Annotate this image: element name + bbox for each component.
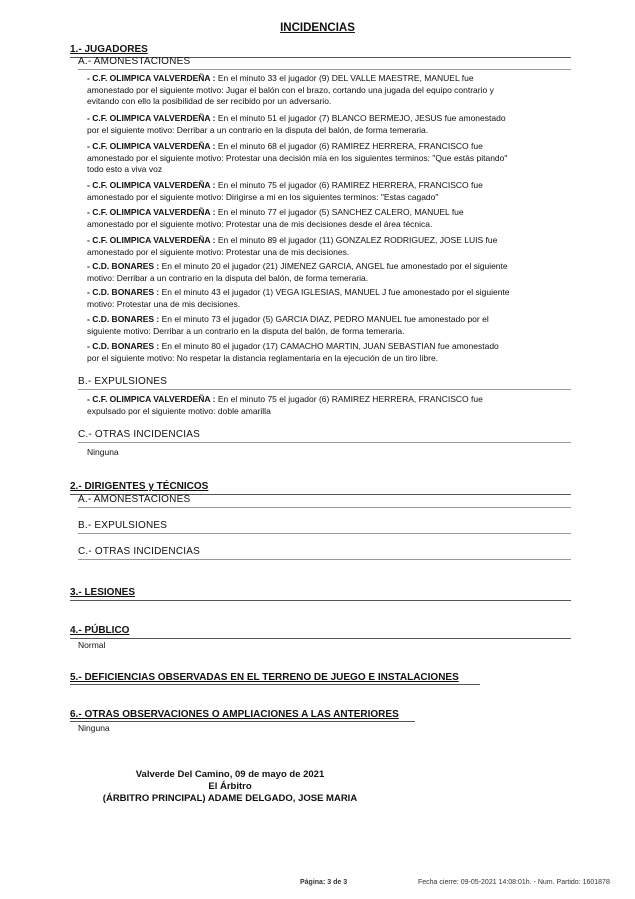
incident-text-line: En el minuto 33 el jugador (9) DEL VALLE MAESTRE, MANUEL fue xyxy=(217,73,474,83)
incident-team: - C.F. OLIMPICA VALVERDEÑA : xyxy=(87,207,216,217)
incident-text-line: expulsado por el siguiente motivo: doble amarilla xyxy=(87,405,271,416)
incident-text-line: En el minuto 77 el jugador (5) SANCHEZ CALERO, MANUEL fue xyxy=(217,207,464,217)
incident-entry xyxy=(87,261,562,284)
dirigentes-expulsiones-label: B.- EXPULSIONES xyxy=(78,520,571,534)
footer-close-date: Fecha cierre: 09-05-2021 14:08:01h. - Num. Partido: 1601878 xyxy=(418,879,610,886)
incident-text-line: En el minuto 43 el jugador (1) VEGA IGLESIAS, MANUEL J fue amonestado por el siguiente xyxy=(161,287,510,297)
incident-text-line: En el minuto 20 el jugador (21) JIMENEZ GARCIA, ANGEL fue amonestado por el siguiente xyxy=(161,261,508,271)
incident-text-line: siguiente motivo: Derribar a un contrario en la disputa del balón, de forma temeraria. xyxy=(87,325,405,336)
signature-role: El Árbitro xyxy=(208,781,252,792)
jugadores-amonestaciones-label: A.- AMONESTACIONES xyxy=(78,56,571,70)
footer-page-current: 3 xyxy=(327,879,332,886)
incident-team: - C.D. BONARES : xyxy=(87,314,160,324)
incident-team: - C.F. OLIMPICA VALVERDEÑA : xyxy=(87,394,216,404)
incident-entry xyxy=(87,73,562,108)
signature-place-date: Valverde Del Camino, 09 de mayo de 2021 xyxy=(135,769,325,780)
jugadores-expulsiones-label: B.- EXPULSIONES xyxy=(78,376,571,390)
section-deficiencias-title: 5.- DEFICIENCIAS OBSERVADAS EN EL TERRENO DE JUEGO E INSTALACIONES xyxy=(70,672,459,683)
incident-text-line: En el minuto 51 el jugador (7) BLANCO BERMEJO, JESUS fue amonestado xyxy=(217,113,506,123)
publico-value: Normal xyxy=(78,640,106,650)
section-lesiones-heading xyxy=(70,587,571,601)
signature-name: (ÁRBITRO PRINCIPAL) ADAME DELGADO, JOSE MARIA xyxy=(102,793,358,804)
incident-team: - C.F. OLIMPICA VALVERDEÑA : xyxy=(87,73,216,83)
incident-team: - C.D. BONARES : xyxy=(87,287,160,297)
jugadores-otras-value: Ninguna xyxy=(87,447,119,457)
incident-entry xyxy=(87,394,562,417)
footer-page-of: de xyxy=(333,879,342,886)
section-deficiencias-rule xyxy=(70,684,480,685)
incident-text-line: En el minuto 68 el jugador (6) RAMIREZ HERRERA, FRANCISCO fue xyxy=(217,141,483,151)
incident-entry xyxy=(87,287,562,310)
jugadores-otras-label: C.- OTRAS INCIDENCIAS xyxy=(78,429,571,443)
incident-text-line: motivo: Derribar a un contrario en la disputa del balón, de forma temeraria. xyxy=(87,272,369,283)
section-otras-title: 6.- OTRAS OBSERVACIONES O AMPLIACIONES A LAS ANTERIORES xyxy=(70,709,399,720)
incident-entry xyxy=(87,141,562,176)
incident-team: - C.F. OLIMPICA VALVERDEÑA : xyxy=(87,141,216,151)
incident-team: - C.D. BONARES : xyxy=(87,341,160,351)
incident-text-line: amonestado por el siguiente motivo: Protestar una de mis decisiones. xyxy=(87,246,350,257)
otras-observaciones-value: Ninguna xyxy=(78,723,110,733)
incident-text-line: amonestado por el siguiente motivo: Dirigirse a mi en los siguientes terminos: "Estas cagado" xyxy=(87,191,439,202)
incident-text-line: motivo: Protestar una de mis decisiones. xyxy=(87,298,241,309)
incident-entry xyxy=(87,341,562,364)
page-title: INCIDENCIAS xyxy=(280,22,355,34)
section-dirigentes-heading xyxy=(70,481,571,495)
incident-entry xyxy=(87,113,562,136)
incident-team: - C.F. OLIMPICA VALVERDEÑA : xyxy=(87,113,216,123)
incident-text-line: todo esto a viva voz xyxy=(87,164,163,174)
incident-text-line: En el minuto 89 el jugador (11) GONZALEZ RODRIGUEZ, JOSE LUIS fue xyxy=(217,235,498,245)
incident-text-line: amonestado por el siguiente motivo: Jugar el balón con el brazo, cortando una jugada del equipo contrario y xyxy=(87,84,494,95)
section-dirigentes-title: 2.- DIRIGENTES y TÉCNICOS xyxy=(70,481,209,492)
incident-text-line: por el siguiente motivo: No respetar la distancia reglamentaria en la ejecución de un tiro libre. xyxy=(87,352,439,363)
incident-entry xyxy=(87,235,562,258)
section-jugadores-title: 1.- JUGADORES xyxy=(70,44,148,55)
footer-page-label: Página: xyxy=(300,879,326,886)
section-publico-title: 4.- PÚBLICO xyxy=(70,625,130,636)
incident-text-line: En el minuto 75 el jugador (6) RAMIREZ HERRERA, FRANCISCO fue xyxy=(217,394,483,404)
dirigentes-otras-label: C.- OTRAS INCIDENCIAS xyxy=(78,546,571,560)
section-lesiones-title: 3.- LESIONES xyxy=(70,587,136,598)
section-publico-heading xyxy=(70,625,571,639)
incident-text-line: En el minuto 73 el jugador (5) GARCIA DIAZ, PEDRO MANUEL fue amonestado por el xyxy=(161,314,489,324)
incident-entry xyxy=(87,180,562,203)
incident-text-line: En el minuto 75 el jugador (6) RAMIREZ HERRERA, FRANCISCO fue xyxy=(217,180,483,190)
footer-page-total: 3 xyxy=(343,879,348,886)
dirigentes-amonestaciones-label: A.- AMONESTACIONES xyxy=(78,494,571,508)
incident-team: - C.F. OLIMPICA VALVERDEÑA : xyxy=(87,235,216,245)
incident-team: - C.D. BONARES : xyxy=(87,261,160,271)
section-otras-rule xyxy=(70,721,415,722)
incident-team: - C.F. OLIMPICA VALVERDEÑA : xyxy=(87,180,216,190)
incident-text-line: En el minuto 80 el jugador (17) CAMACHO MARTIN, JUAN SEBASTIAN fue amonestado xyxy=(161,341,499,351)
incident-text-line: amonestado por el siguiente motivo: Protestar una de mis decisiones desde el área técnica. xyxy=(87,218,433,229)
incident-text-line: por el siguiente motivo: Derribar a un contrario en la disputa del balón, de forma temeraria. xyxy=(87,124,429,135)
incident-entry xyxy=(87,207,562,230)
incident-entry xyxy=(87,314,562,337)
incident-text-line: amonestado por el siguiente motivo: Protestar una decisión mía en los siguientes terminos: "Que estás pitando" xyxy=(87,152,508,163)
incident-text-line: evitando con ello la posibilidad de ser recibido por un adversario. xyxy=(87,96,332,106)
footer-page xyxy=(300,879,347,886)
